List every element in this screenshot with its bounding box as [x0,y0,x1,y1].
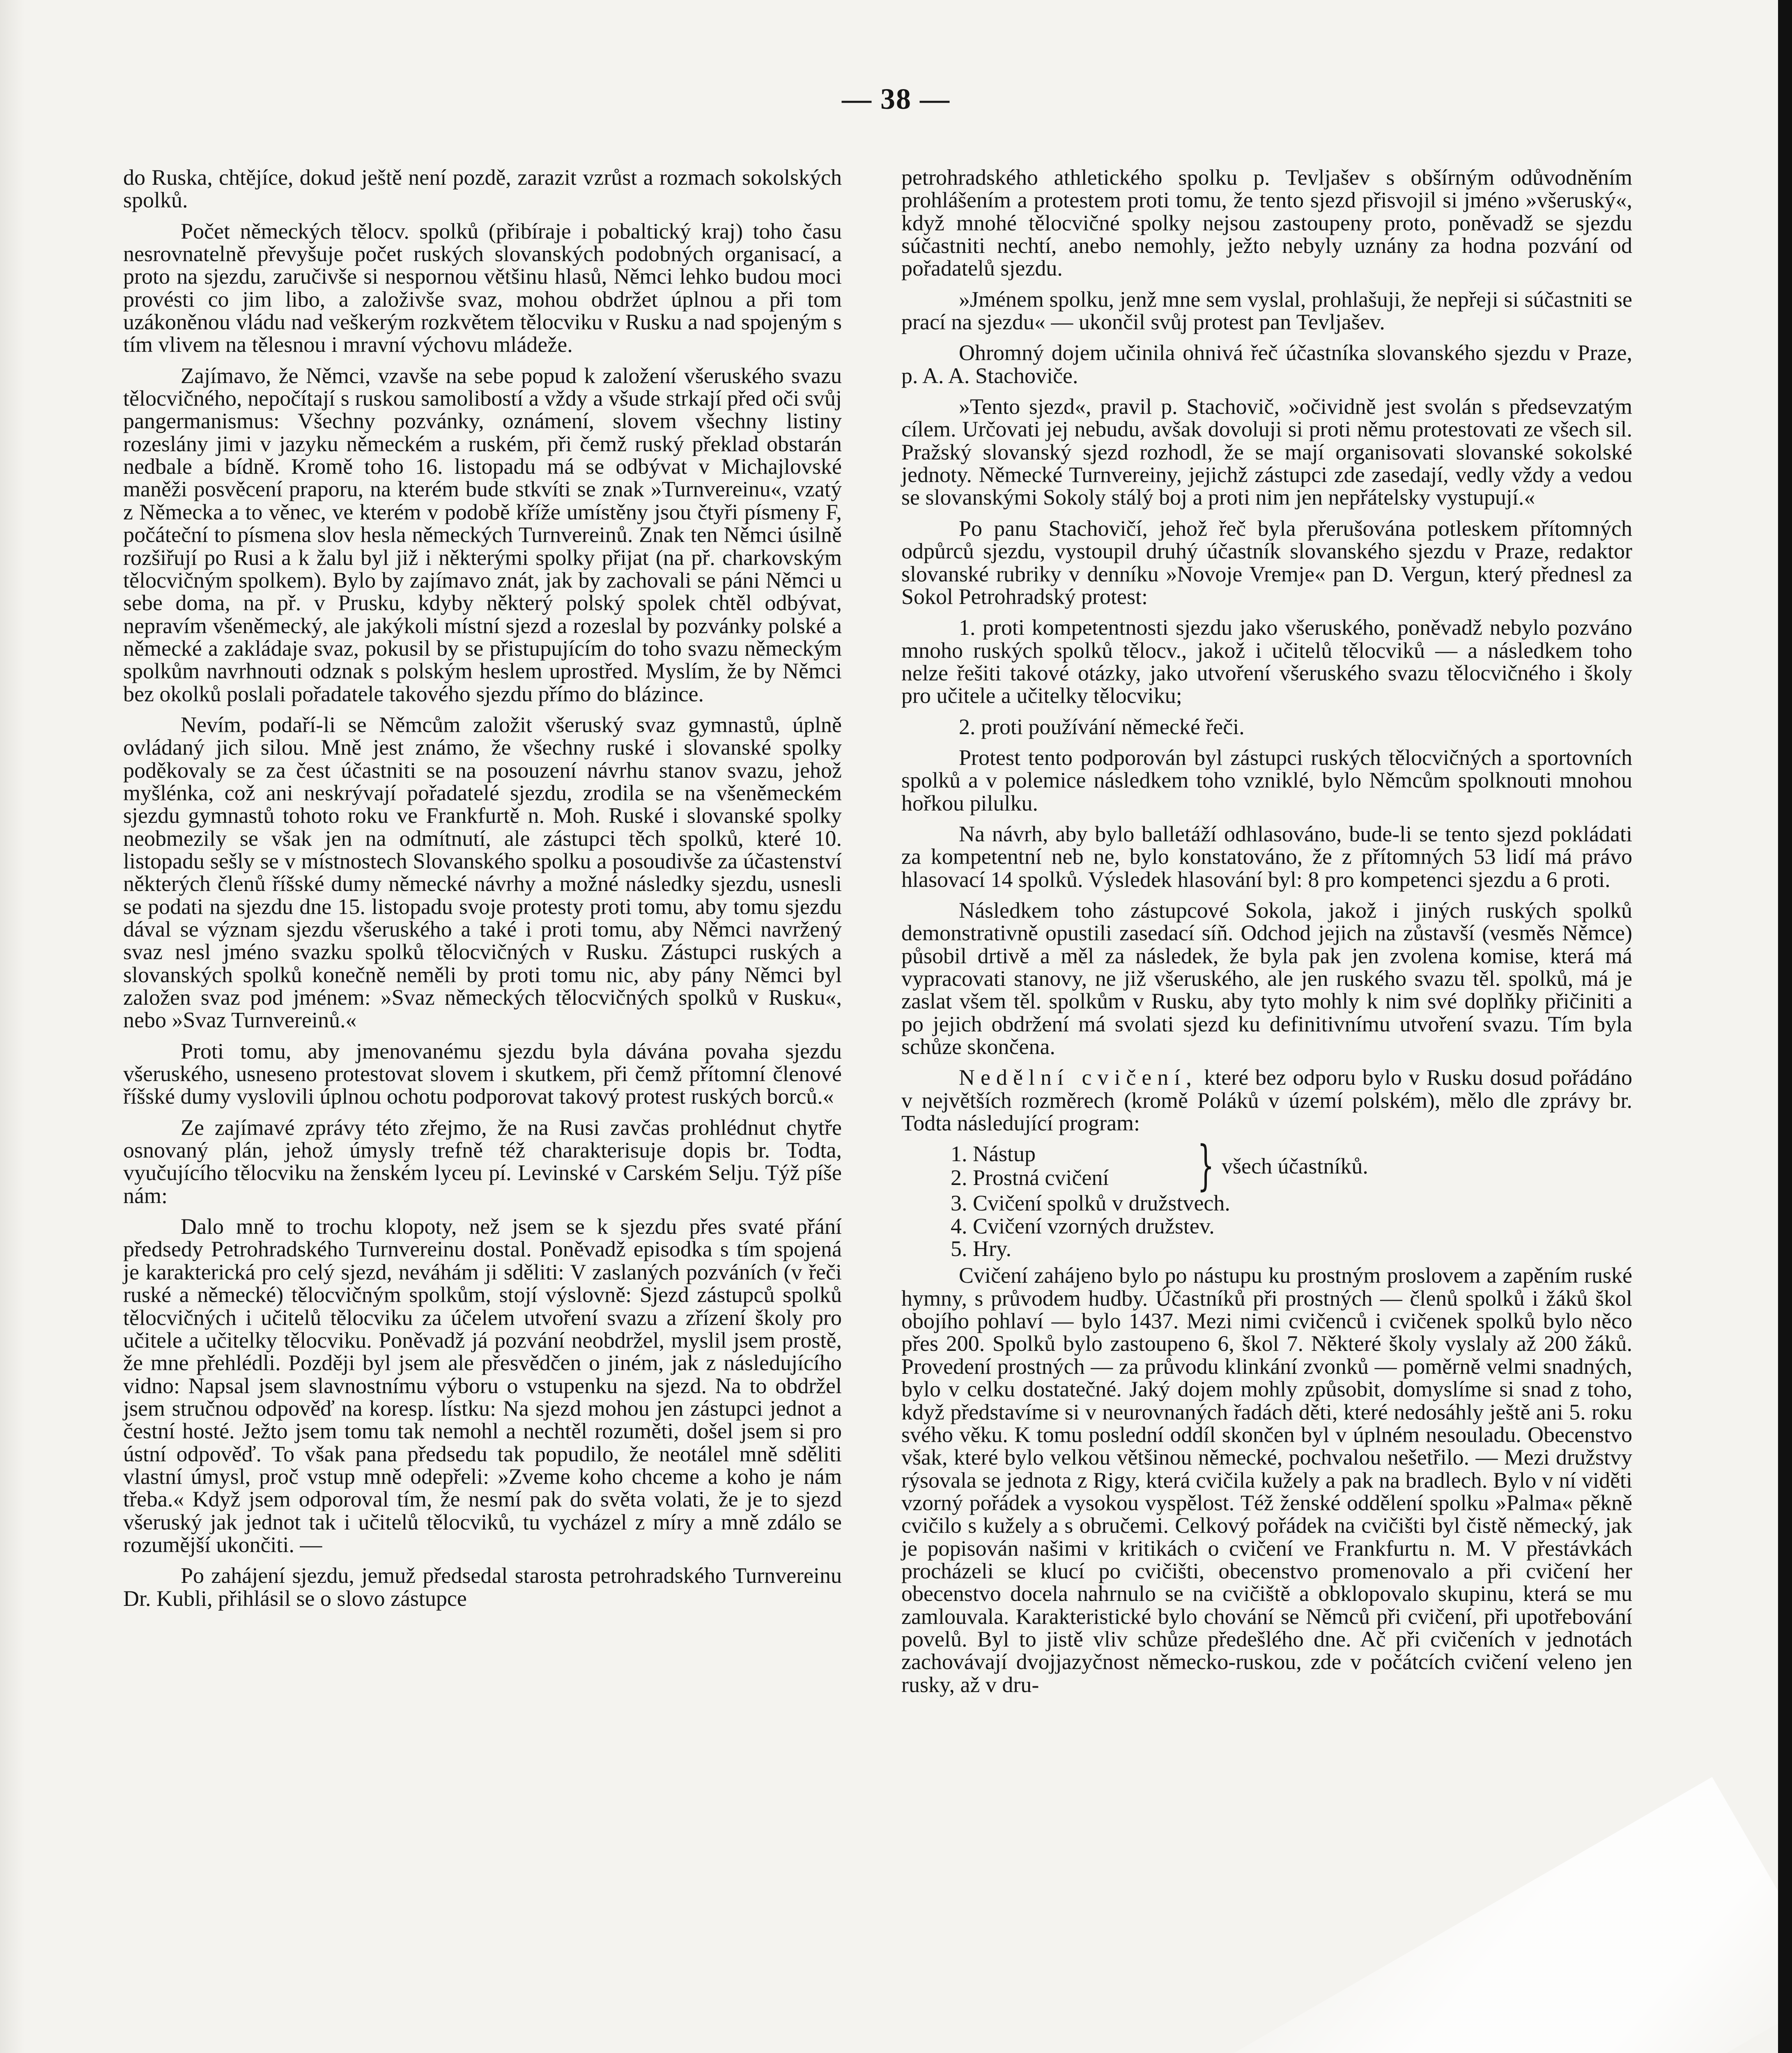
left-paragraph-5: Proti tomu, aby jmenovanému sjezdu byla dávána povaha sjezdu všeruského, usneseno protestovat slovem i skutkem, při čemž přítomní členové říšské dumy vyslovili úplnou ochotu podporovat takový protest ruských borců.« [123,1038,842,1109]
right-paragraph-5: Po panu Stachovičí, jehož řeč byla přerušována potleskem přítomných odpůrců sjezdu, vystoupil druhý účastník slovanského sjezdu v Praze, redaktor slovanské rubriky v denníku »Novoje Vremje« pan D. Vergun, který přednesl za Sokol Petrohradský protest: [901,516,1632,609]
right-paragraph-7: Na návrh, aby bylo balletáží odhlasováno, bude-li se tento sjezd pokládati za kompetentní neb ne, bylo konstatováno, že z přítomných 53 lidí má právo hlasovací 14 spolků. Výsledek hlasování byl: 8 pro kompetenci sjezdu a 6 proti. [901,821,1632,892]
program-item-3: 3. Cvičení spolků v družstvech. [951,1191,1230,1216]
scan-light-streak [1126,1777,1792,2053]
program-item-5: 5. Hry. [951,1236,1011,1261]
right-column [901,166,1632,1704]
program-intro-rest: které bez odporu bylo v Rusku dosud pořádáno v největších rozměrech (kromě Poláků v území polském), mělo dle zprávy br. Todta následující program: [901,1065,1632,1136]
right-protest-point-2: 2. proti používání německé řeči. [959,714,1245,739]
right-paragraph-9: Cvičení zahájeno bylo po nástupu ku prostným proslovem a zapěním ruské hymny, s průvodem hudby. Účastníků při prostných — členů spolků i žáků škol obojího pohlaví — bylo 1437. Mezi nimi cvičenců i cvičenek spolků bylo něco přes 200. Spolků bylo zastoupeno 6, škol 7. Některé školy vyslaly až 200 žáků. Provedení prostných — za průvodu klinkání zvonků — poměrně velmi snadných, bylo v celku dostatečné. Jaký dojem mohly způsobit, domyslíme si snad z toho, když představíme si v neurovnaných řadách děti, které nedosáhly ještě ani 5. roku svého věku. K tomu poslední oddíl skončen byl v úplném nesouladu. Obecenstvo však, které bylo velkou většinou německé, pochvalou nešetřilo. — Mezi družstvy rýsovala se jednota z Rigy, která cvičila kužely a pak na bradlech. Bylo v ní viděti vzorný pořádek a vysokou vyspělost. Též ženské oddělení spolku »Palma« pěkně cvičilo s kužely a s obručemi. Celkový pořádek na cvičišti byl čistě německý, jak je popisován našimi v kritikách o cvičení ve Frankfurtu n. M. V přestávkách procházeli se klucí po cvičišti, obecenstvo promenovalo a při cvičení her obecenstvo docela nahrnulo se na cvičiště a obklopovalo skupinu, která se mu zamlouvala. Karakteristické bylo chování se Němců při cvičení, při upotřebování povelů. Byl to jistě vliv schůze předešlého dne. Ač při cvičeních v jednotách zachovávají dvojjazyčnost německo-ruskou, zde v počátcích cvičení veleno jen rusky, až v dru- [901,1263,1632,1697]
scan-left-shadow [0,0,25,2053]
program-brace-label: všech účastníků. [1222,1154,1368,1179]
left-paragraph-6: Ze zajímavé zprávy této zřejmo, že na Rusi zavčas prohlédnut chytře osnovaný plán, jehož úmysly trefně též charakterisuje dopis br. Todta, vyučujícího tělocviku na ženském lyceu pí. Levinské v Carském Selju. Týž píše nám: [123,1115,842,1208]
left-paragraph-3: Zajímavo, že Němci, vzavše na sebe popud k založení všeruského svazu tělocvičného, nepočítají s ruskou samolibostí a vždy a všude strkají před oči svůj pangermanismus: Všechny pozvánky, oznámení, slovem všechny listiny rozeslány jimi v jazyku německém a ruském, při čemž ruský překlad obstarán nedbale a bídně. Kromě toho 16. listopadu má se odbývat v Michajlovské maněži posvěcení praporu, na kterém bude stkvíti se znak »Turnvereinu«, vzatý z Německa a to věnec, ve kterém v podobě kříže umístěny jsou čtyři písmeny F, počáteční to písmena slov hesla německých Turnvereinů. Znak ten Němci úsilně rozšiřují po Rusi a k žalu byl již i některými spolky přijat (na př. charkovským tělocvičným spolkem). Bylo by zajímavo znát, jak by zachovali se páni Němci u sebe doma, na př. v Prusku, kdyby některý polský spolek chtěl odbývat, nepravím všeněmecký, ale jakýkoli místní sjezd a rozeslal by pozvánky polské a německé a zakládaje svaz, pokusil by se přistupujícím do toho svazu německým spolkům navrhnouti odznak s polským heslem uprostřed. Myslím, že by Němci bez okolků poslali pořadatele takového sjezdu přímo do blázince. [123,363,842,706]
left-paragraph-8: Po zahájení sjezdu, jemuž předsedal starosta petrohradského Turnvereinu Dr. Kubli, přihlásil se o slovo zástupce [123,1563,842,1611]
right-protest-point-1: 1. proti kompetentnosti sjezdu jako všeruského, poněvadž nebylo pozváno mnoho ruských spolků tělocv., jakož i učitelů tělocviků — a následkem toho nelze řešiti takové otázky, jako utvoření všeruského svazu tělocvičného i školy pro učitele a učitelky tělocviku; [901,615,1632,708]
right-paragraph-8: Následkem toho zástupcové Sokola, jakož i jiných ruských spolků demonstrativně opustili zasedací síň. Odchod jejich na zůstavší (vesměs Němce) působil drtivě a měl za následek, že byla pak jen zvolena komise, která má vypracovati stanovy, ne již všeruského, ale jen ruského svazu těl. spolků, má je zaslat všem těl. spolkům v Rusku, aby tyto mohly k nim své doplňky přičiniti a po jejich obdržení má svolati sjezd ku definitivnímu utvoření svazu. Tím byla schůze skončena. [901,898,1632,1059]
program-item-1: 1. Nástup [951,1141,1036,1167]
right-paragraph-4: »Tento sjezd«, pravil p. Stachovič, »očividně jest svolán s předsevzatým cílem. Určovati jej nebudu, avšak dovoluji si proti němu protestovati ze všech sil. Pražský slovanský sjezd rozhodl, že se mají organisovati slovanské sokolské jednoty. Německé Turnvereiny, jejichž zástupci zde zasedají, vedly vždy a vedou se slovanskými Sokoly stálý boj a proti nim jen nepřátelsky vystupují.« [901,394,1632,510]
program-brace-group [901,1134,1632,1197]
left-column [123,166,842,1618]
program-item-2: 2. Prostná cvičení [951,1165,1109,1190]
page-number: — 38 — [842,83,950,115]
left-paragraph-4: Nevím, podaří-li se Němcům založit všeruský svaz gymnastů, úplně ovládaný jich silou. Mně jest známo, že všechny ruské i slovanské spolky poděkovaly se za čest účastniti se na posouzení návrhu stanov svazu, jehož myšlénka, což ani neskrývají pořadatelé sjezdu, zrodila se na všeněmeckém sjezdu gymnastů tohoto roku ve Frankfurtě n. Moh. Ruské i slovanské spolky neobmezily se však jen na odmítnutí, ale zástupci těch spolků, které 10. listopadu sešly se v místnostech Slovanského spolku a posoudivše za účastenství některých členů říšské dumy německé návrhy a možné následky sjezdu, usnesli se podati na sjezdu dne 15. listopadu svoje protesty proti tomu, aby tomu sjezdu dával se význam sjezdu všeruského a také i proti tomu, aby Němci navržený svaz nesl jméno svazku spolků tělocvičných v Rusku. Zástupci ruských a slovanských spolků konečně neměli by proti tomu nic, aby pány Němci byl založen svaz pod jménem: »Svaz německých tělocvičných spolků v Rusku«, nebo »Svaz Turnvereinů.« [123,712,842,1033]
left-paragraph-7: Dalo mně to trochu klopoty, než jsem se k sjezdu přes svaté přání předsedy Petrohradského Turnvereinu dostal. Poněvadž episodka s tím spojená je karakterická pro celý sjezd, neváhám ji sděliti: V zaslaných pozváních (v řeči ruské a německé) tělocvičným spolkům, stojí výslovně: Sjezd zástupců spolků tělocvičných i učitelů tělocviku za účelem utvoření svazu a zřízení školy pro učitele a učitelky tělocviku. Poněvadž já pozvání neobdržel, myslil jsem prostě, že mne přehlédli. Později byl jsem ale přesvědčen o jiném, jak z následujícího vidno: Napsal jsem slavnostnímu výboru o vstupenku na sjezd. Na to obdržel jsem stručnou odpověď na koresp. lístku: Na sjezd mohou jen zástupci jednot a čestní hosté. Ježto jsem tomu tak nemohl a nechtěl rozuměti, došel jsem si pro ústní odpověď. To však pana předsedu tak popudilo, že neotálel mně sděliti vlastní úmysl, proč vstup mně odepřeli: »Zveme koho chceme a koho je nám třeba.« Když jsem odporoval tím, že nesmí pak do světa volati, že je to sjezd všeruský jak jednot tak i učitelů tělocviků, tu vycházel z míry a mně zdálo se rozumější ukončiti. — [123,1214,842,1557]
program-intro [901,1066,1632,1134]
left-paragraph-1: do Ruska, chtějíce, dokud ještě není pozdě, zarazit vzrůst a rozmach sokolských spolků. [123,165,842,213]
right-paragraph-3: Ohromný dojem učinila ohnivá řeč účastníka slovanského sjezdu v Praze, p. A. A. Stachoviče. [901,340,1632,388]
right-paragraph-1: petrohradského athletického spolku p. Tevljašev s obšírným odůvodněním prohlášením a protestem proti tomu, že tento sjezd přisvojil si jméno »všeruský«, když mnohé tělocvičné spolky nejsou zastoupeny proto, poněvadž se sjezdu súčastniti nechtí, anebo nemohly, ježto nebyly uznány za hodna pozvání od pořadatelů sjezdu. [901,165,1632,281]
left-paragraph-2: Počet německých tělocv. spolků (přibíraje i pobaltický kraj) toho času nesrovnatelně převyšuje počet ruských slovanských podobných organisací, a proto na sjezdu, zaručivše si nespornou většinu hlasů, Němci lehko budou moci provésti co jim libo, a založivše svaz, mohou obdržet úplnou a při tom uzákoněnou vládu nad veškerým rozkvětem tělocviku v Rusku a nad spojeným s tím vlivem na tělesnou i mravní výchovu mládeže. [123,218,842,357]
program-brace-items [951,1143,1109,1190]
program-intro-spaced: Nedělní cvičení, [959,1065,1197,1090]
right-paragraph-2: »Jménem spolku, jenž mne sem vyslal, prohlašuji, že nepřeji si súčastniti se prací na sjezdu« — ukončil svůj protest pan Tevljašev. [901,287,1632,335]
right-paragraph-6: Protest tento podporován byl zástupci ruských tělocvičných a sportovních spolků a v polemice následkem toho vzniklé, bylo Němcům spolknouti mnohou hořkou pilulku. [901,745,1632,815]
right-brace-icon: } [1197,1134,1215,1197]
scan-border-right [1778,0,1792,2053]
program-list [901,1192,1632,1260]
program-item-4: 4. Cvičení vzorných družstev. [951,1213,1215,1238]
